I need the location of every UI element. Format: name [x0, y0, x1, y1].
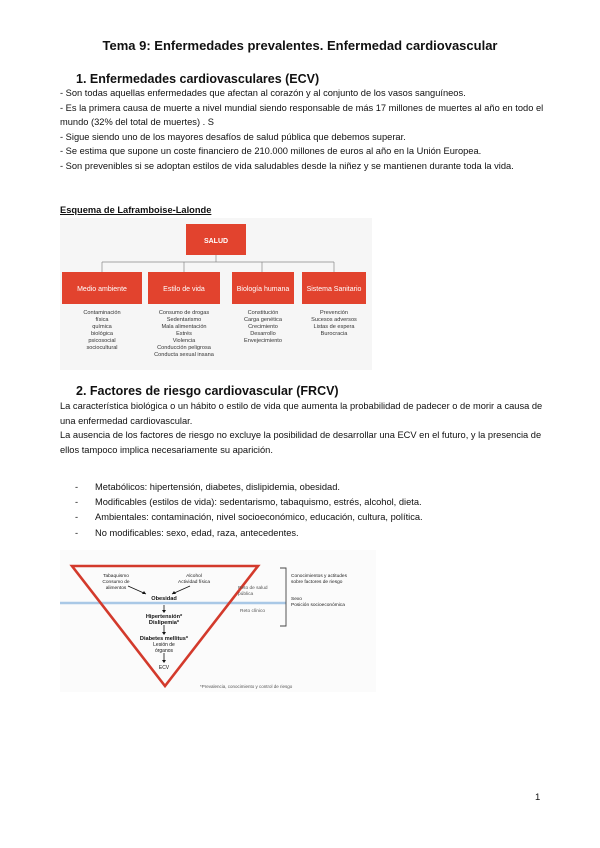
section1-line: - Se estima que supone un coste financiero de 210.000 millones de euros al año en la Unión Europea. [60, 146, 482, 157]
schema-label: Esquema de Laframboise-Lalonde [60, 205, 212, 215]
pyramid-top-left: Tabaquismo [103, 574, 129, 579]
pyramid-ecv: ECV [158, 665, 170, 671]
pyramid-top-right: Alcohol [186, 574, 202, 579]
branch-item: psicosocial [88, 338, 116, 344]
branch-item: Listas de espera [313, 324, 355, 330]
branch-item: Contaminación [83, 310, 121, 316]
section1-line: - Son prevenibles si se adoptan estilos de vida saludables desde la niñez y se mantienen durante toda la vida. [60, 160, 514, 171]
risk-pyramid-diagram [60, 550, 376, 692]
section2-paragraph: La característica biológica o un hábito o estilo de vida que aumenta la probabilidad de padecer o de morir a causa de una enfermedad cardiovascular. [60, 401, 543, 426]
page-number: 1 [535, 792, 541, 803]
branch-title: Sistema Sanitario [306, 286, 362, 293]
branch-item: Prevención [320, 310, 348, 316]
section2-paragraph: La ausencia de los factores de riesgo no excluye la posibilidad de desarrollar una ECV en el futuro, y la presencia de ellos tampoco implica necesariamente su aparición. [60, 430, 542, 455]
section1-body [60, 86, 550, 174]
branch-item: Conducta sexual insana [154, 352, 214, 358]
pyramid-top-right: Actividad física [178, 580, 210, 585]
branch-item: Violencia [172, 338, 196, 344]
pyramid-obesidad: Obesidad [151, 596, 177, 602]
pyramid-level2: Dislipemia* [148, 620, 180, 626]
public-health-label: Reto de salud [238, 586, 268, 591]
section2-body [60, 399, 550, 457]
bracket-text: sobre factores de riesgo [291, 580, 343, 585]
section1-line: - Es la primera causa de muerte a nivel mundial siendo responsable de más 17 millones de muertes al año en todo el mundo (32% del total de muertes) . S [60, 102, 544, 128]
pyramid-level3: Diabetes mellitus* [139, 636, 189, 642]
branch-item: Sucesos adversos [311, 317, 357, 323]
branch-item: física [95, 317, 109, 323]
section1-heading: 1. Enfermedades cardiovasculares (ECV) [76, 72, 320, 86]
branch-item: Mala alimentación [161, 324, 207, 330]
clinical-label: Reto clínico [240, 609, 266, 614]
list-item: - Ambientales: contaminación, nivel socioeconómico, educación, cultura, política. [75, 510, 423, 525]
section1-line: - Sigue siendo uno de los mayores desafíos de salud pública que debemos superar. [60, 131, 406, 142]
bracket [280, 568, 286, 626]
bracket-text: Conocimientos y actitudes [291, 574, 347, 579]
laframboise-diagram [60, 218, 372, 370]
branch-item: Sedentarismo [166, 317, 202, 323]
bracket-text: Posición socioeconómica [291, 603, 345, 608]
list-item: - Modificables (estilos de vida): sedentarismo, tabaquismo, estrés, alcohol, dieta. [75, 495, 423, 510]
branch-item: sociocultural [86, 345, 118, 351]
branch-item: Conducción peligrosa [157, 345, 211, 351]
branch-item: Estrés [176, 331, 192, 337]
pyramid-top-left: alimentos [105, 586, 127, 591]
pyramid-level3: órganos [154, 648, 174, 654]
branch-item: Envejecimiento [244, 338, 282, 344]
branch-item: Burocracia [320, 331, 348, 337]
branch-title: Estilo de vida [163, 286, 205, 293]
list-item: - Metabólicos: hipertensión, diabetes, dislipidemia, obesidad. [75, 480, 423, 495]
branch-item: Constitución [247, 310, 279, 316]
risk-factor-list [75, 480, 423, 541]
section1-line: - Son todas aquellas enfermedades que afectan al corazón y al conjunto de los vasos sanguíneos. [60, 88, 466, 98]
branch-item: Consumo de drogas [158, 310, 210, 316]
branch-item: biológica [90, 331, 114, 337]
branch-title: Medio ambiente [77, 286, 127, 293]
page-title: Tema 9: Enfermedades prevalentes. Enfermedad cardiovascular [102, 38, 498, 53]
branch-item: Carga genética [244, 317, 282, 323]
public-health-label: pública [238, 592, 254, 597]
pyramid-footnote: *Prevalencia, conocimiento y control de riesgo [200, 684, 293, 689]
list-item: - No modificables: sexo, edad, raza, antecedentes. [75, 526, 423, 541]
branch-item: Desarrollo [250, 331, 276, 337]
schema-root-label: SALUD [203, 238, 229, 245]
branch-title: Biología humana [236, 286, 290, 293]
bracket-text: Sexo [291, 597, 302, 602]
branch-item: química [92, 324, 112, 330]
pyramid-level2: Hipertensión* [145, 614, 183, 620]
pyramid-level3: Lesión de [153, 642, 175, 648]
branch-item: Crecimiento [248, 324, 278, 330]
section2-heading: 2. Factores de riesgo cardiovascular (FRCV) [76, 384, 339, 398]
pyramid-top-left: Consumo de [102, 580, 130, 585]
